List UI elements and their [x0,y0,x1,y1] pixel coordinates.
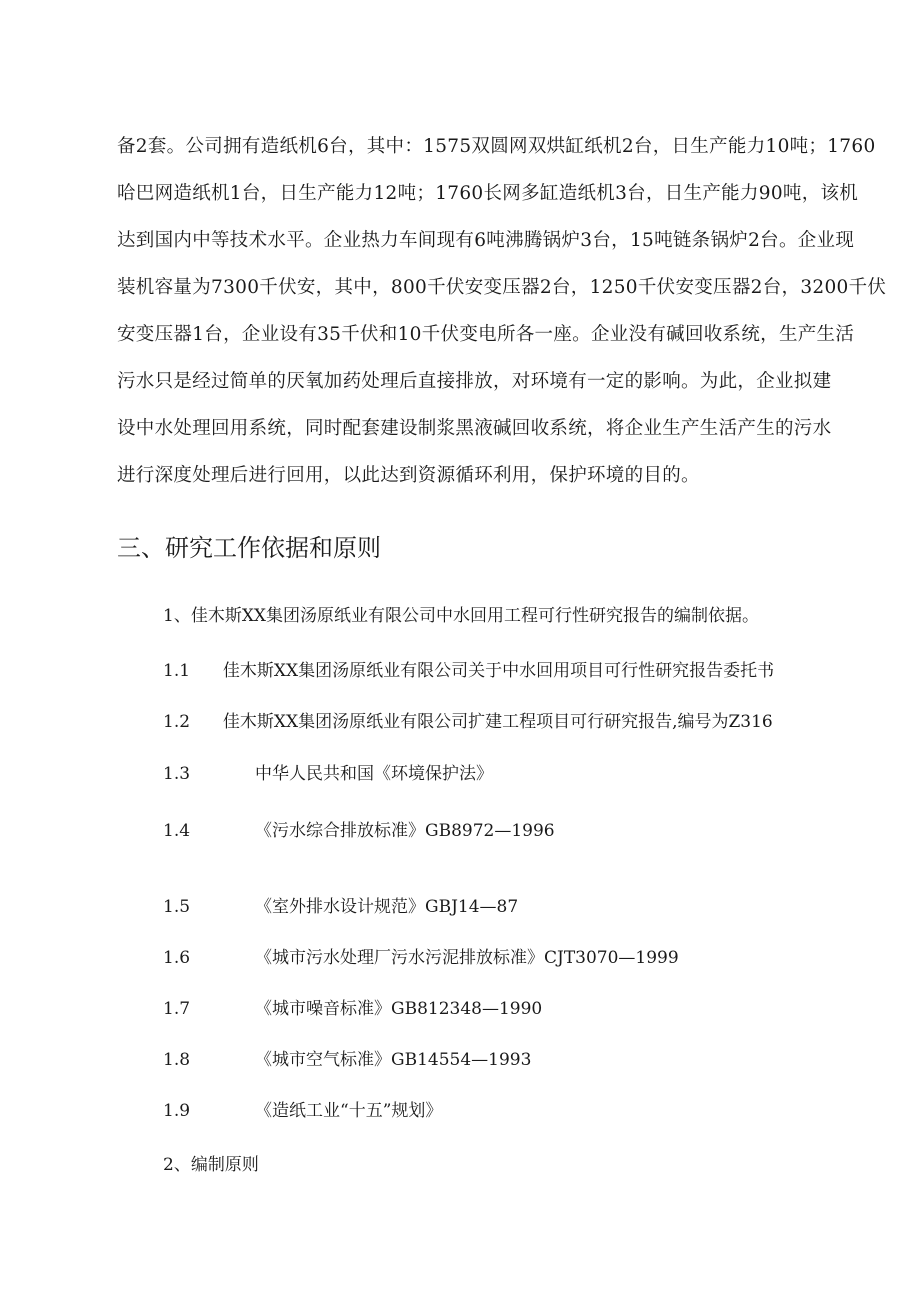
item-number: 1.4 [163,821,191,841]
item-number: 1.2 [163,712,191,732]
basis-item-1-1 [163,659,774,683]
item-number: 1.5 [163,897,191,917]
item-number: 1.8 [163,1050,191,1070]
item-text: 佳木斯XX集团汤原纸业有限公司扩建工程项目可行研究报告,编号为Z316 [222,712,773,732]
item-text: 《城市噪音标准》GB812348—1990 [255,999,543,1019]
item-text: 《污水综合排放标准》GB8972—1996 [255,821,555,841]
item-text: 佳木斯XX集团汤原纸业有限公司关于中水回用项目可行性研究报告委托书 [222,661,775,681]
item-number: 1.9 [163,1101,191,1121]
basis-item-1-2 [163,710,773,734]
item-text: 《城市污水处理厂污水污泥排放标准》CJT3070—1999 [255,948,679,968]
item-text: 《室外排水设计规范》GBJ14—87 [255,897,519,917]
paragraph-line: 安变压器1台，企业设有35千伏和10千伏变电所各一座。企业没有碱回收系统，生产生活 [117,324,855,345]
paragraph-line: 进行深度处理后进行回用，以此达到资源循环利用，保护环境的目的。 [117,465,700,486]
paragraph-line: 设中水处理回用系统，同时配套建设制浆黑液碱回收系统，将企业生产生活产生的污水 [117,418,832,439]
paragraph-line: 达到国内中等技术水平。企业热力车间现有6吨沸腾锅炉3台，15吨链条锅炉2台。企业现 [117,230,855,251]
basis-intro: 1、佳木斯XX集团汤原纸业有限公司中水回用工程可行性研究报告的编制依据。 [163,606,760,626]
item-text: 《城市空气标准》GB14554—1993 [255,1050,532,1070]
paragraph-line: 装机容量为7300千伏安，其中，800千伏安变压器2台，1250千伏安变压器2台，3200千伏 [117,277,887,298]
paragraph-line: 备2套。公司拥有造纸机6台，其中：1575双圆网双烘缸纸机2台，日生产能力10吨；1760 [117,136,876,157]
paragraph-line: 哈巴网造纸机1台，日生产能力12吨；1760长网多缸造纸机3台，日生产能力90吨，该机 [117,183,859,204]
item-number: 1.1 [163,661,191,681]
item-text: 《造纸工业“十五”规划》 [255,1101,443,1121]
item-number: 1.6 [163,948,191,968]
item-number: 1.3 [163,764,191,784]
section-heading: 三、研究工作依据和原则 [117,534,381,562]
item-text: 中华人民共和国《环境保护法》 [255,764,493,784]
principles-label: 2、编制原则 [163,1155,259,1175]
paragraph-line: 污水只是经过简单的厌氧加药处理后直接排放，对环境有一定的影响。为此，企业拟建 [117,371,832,392]
item-number: 1.7 [163,999,191,1019]
